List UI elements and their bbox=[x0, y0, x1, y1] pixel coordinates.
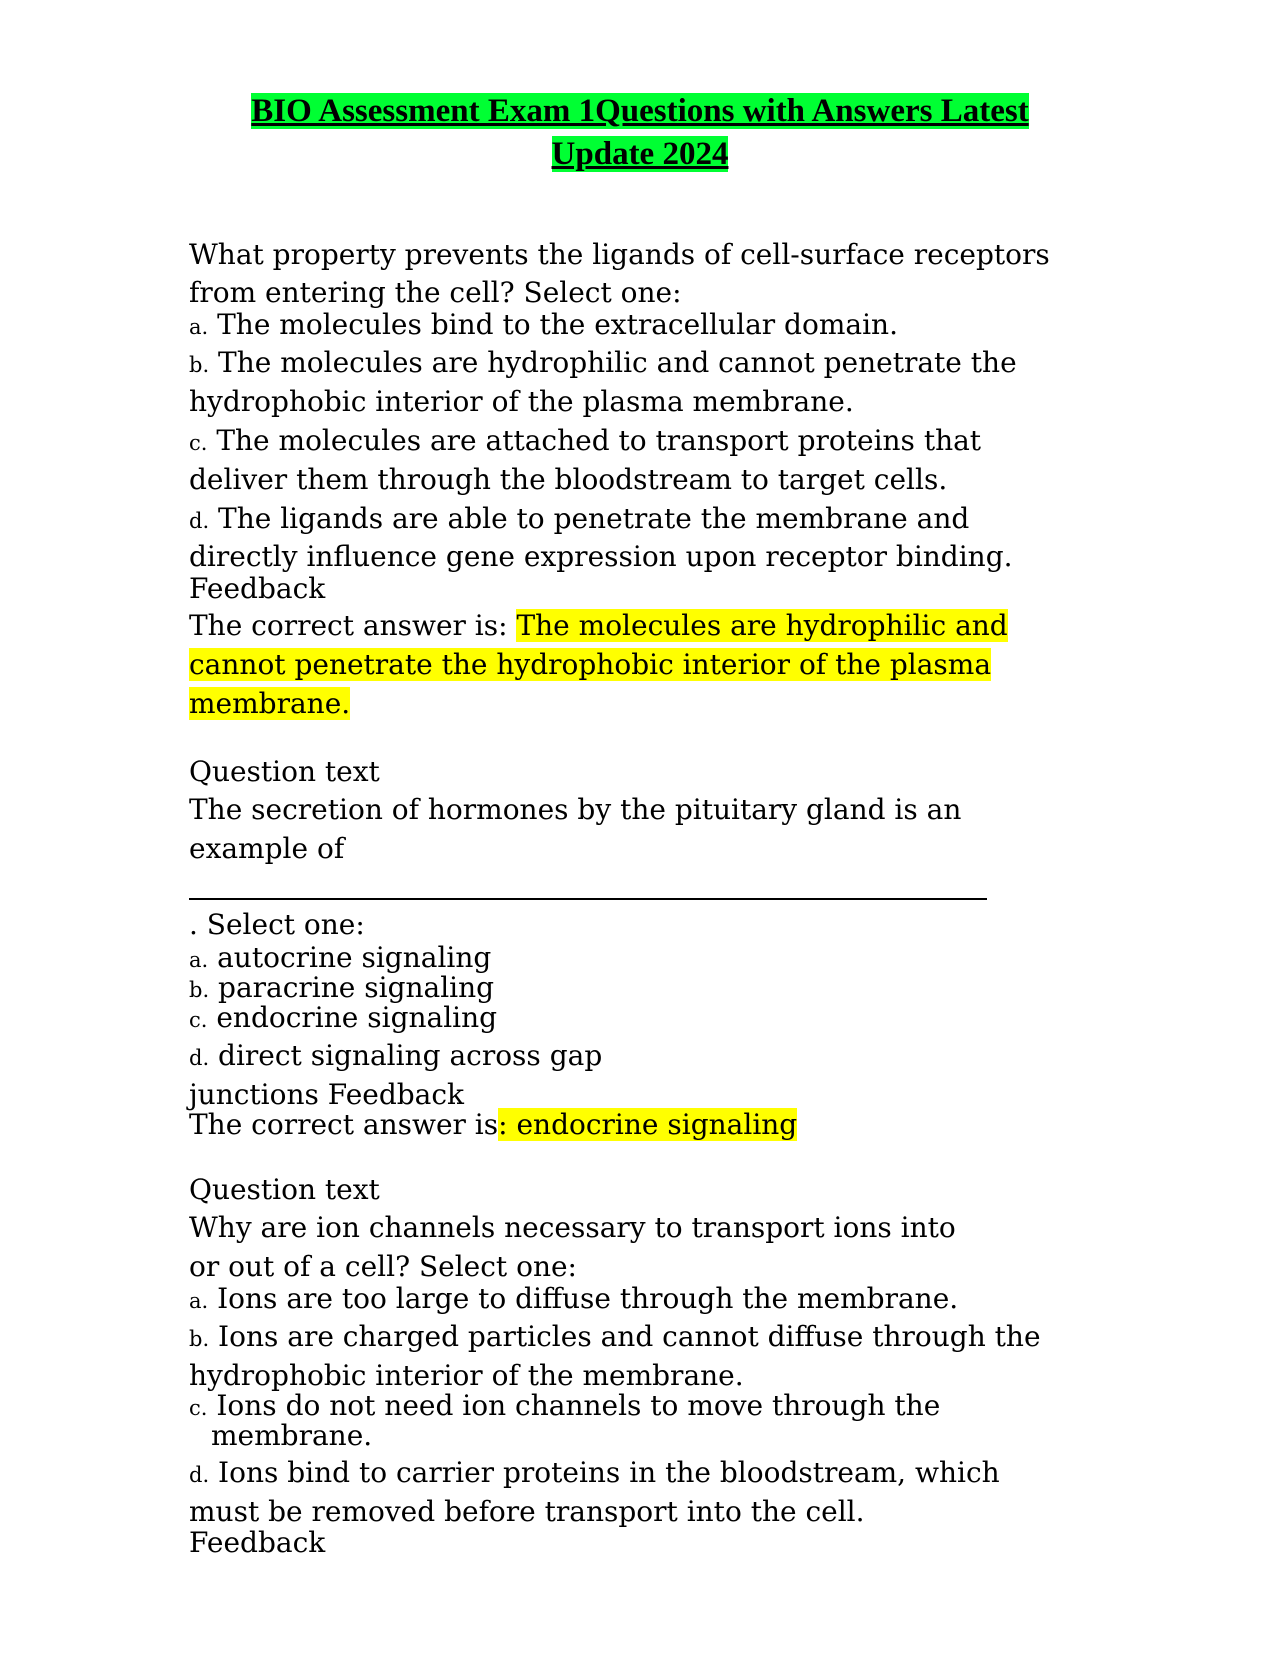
option-letter: d. bbox=[189, 509, 210, 533]
q3-option-b[interactable] bbox=[189, 1320, 1041, 1356]
option-text: direct signaling across gap bbox=[218, 1039, 603, 1072]
correct-answer-highlight: : endocrine signaling bbox=[498, 1108, 798, 1141]
q3-stem-line-1: Why are ion channels necessary to transport ions into bbox=[189, 1211, 956, 1244]
fill-in-blank-line bbox=[189, 898, 987, 900]
q1-stem-line-2: from entering the cell? Select one: bbox=[189, 276, 682, 309]
q2-option-d-cont: junctions Feedback bbox=[189, 1078, 465, 1111]
option-text: The molecules bind to the extracellular domain. bbox=[217, 308, 898, 341]
q1-option-c[interactable] bbox=[189, 424, 981, 460]
option-text: Ions do not need ion channels to move through the bbox=[216, 1389, 941, 1422]
q2-label: Question text bbox=[189, 755, 380, 788]
q3-stem-line-2: or out of a cell? Select one: bbox=[189, 1250, 577, 1283]
option-text: autocrine signaling bbox=[217, 941, 492, 974]
option-letter: d. bbox=[189, 1046, 210, 1070]
option-text: endocrine signaling bbox=[216, 1001, 498, 1034]
correct-answer-highlight: cannot penetrate the hydrophobic interior of the plasma bbox=[189, 648, 992, 681]
q3-option-d[interactable] bbox=[189, 1456, 1000, 1492]
option-letter: a. bbox=[189, 948, 209, 972]
q2-answer-line bbox=[189, 1108, 797, 1142]
option-letter: d. bbox=[189, 1463, 210, 1487]
q2-stem-line-2: example of bbox=[189, 832, 345, 865]
option-letter: b. bbox=[189, 1327, 210, 1351]
q1-answer-line-3 bbox=[189, 687, 350, 721]
q2-option-c[interactable] bbox=[189, 1001, 497, 1037]
answer-prefix: The correct answer is: bbox=[189, 609, 517, 642]
q1-option-b[interactable] bbox=[189, 346, 1017, 382]
q1-feedback-label: Feedback bbox=[189, 572, 326, 605]
option-text: The ligands are able to penetrate the membrane and bbox=[218, 502, 970, 535]
q3-option-a[interactable] bbox=[189, 1282, 958, 1318]
option-letter: a. bbox=[189, 1289, 209, 1313]
q2-stem-line-1: The secretion of hormones by the pituitary gland is an bbox=[189, 793, 962, 826]
option-letter: c. bbox=[189, 1396, 208, 1420]
option-text: Ions are too large to diffuse through the membrane. bbox=[217, 1282, 959, 1315]
option-letter: b. bbox=[189, 978, 210, 1002]
option-letter: c. bbox=[189, 431, 208, 455]
q1-option-c-cont: deliver them through the bloodstream to target cells. bbox=[189, 463, 948, 496]
option-text: Ions bind to carrier proteins in the bloodstream, which bbox=[218, 1456, 1000, 1489]
q1-option-b-cont: hydrophobic interior of the plasma membrane. bbox=[189, 385, 854, 418]
q3-option-b-cont: hydrophobic interior of the membrane. bbox=[189, 1359, 744, 1392]
q1-option-a[interactable] bbox=[189, 308, 898, 344]
option-text: The molecules are hydrophilic and cannot penetrate the bbox=[218, 346, 1017, 379]
q3-option-c-cont: membrane. bbox=[211, 1419, 373, 1452]
correct-answer-highlight: The molecules are hydrophilic and bbox=[516, 609, 1008, 642]
q2-stem-line-3: . Select one: bbox=[189, 908, 365, 941]
correct-answer-highlight: membrane. bbox=[189, 687, 351, 720]
q1-answer-line-1 bbox=[189, 609, 1008, 643]
q3-label: Question text bbox=[189, 1173, 380, 1206]
option-text: The molecules are attached to transport proteins that bbox=[216, 424, 982, 457]
q3-feedback-label: Feedback bbox=[189, 1526, 326, 1559]
q3-option-d-cont: must be removed before transport into the cell. bbox=[189, 1495, 865, 1528]
q1-option-d[interactable] bbox=[189, 502, 969, 538]
option-letter: a. bbox=[189, 315, 209, 339]
q1-answer-line-2 bbox=[189, 648, 991, 682]
q1-stem-line-1: What property prevents the ligands of cell-surface receptors bbox=[189, 238, 1050, 271]
q2-option-d[interactable] bbox=[189, 1039, 602, 1075]
q1-option-d-cont: directly influence gene expression upon receptor binding. bbox=[189, 540, 1013, 573]
document-title bbox=[150, 90, 1130, 176]
title-line-2: Update 2024 bbox=[551, 136, 729, 172]
option-letter: c. bbox=[189, 1008, 208, 1032]
title-line-1: BIO Assessment Exam 1Questions with Answers Latest bbox=[251, 93, 1029, 129]
option-text: paracrine signaling bbox=[218, 971, 495, 1004]
answer-prefix: The correct answer is bbox=[189, 1108, 499, 1141]
option-text: Ions are charged particles and cannot diffuse through the bbox=[218, 1320, 1041, 1353]
option-letter: b. bbox=[189, 353, 210, 377]
